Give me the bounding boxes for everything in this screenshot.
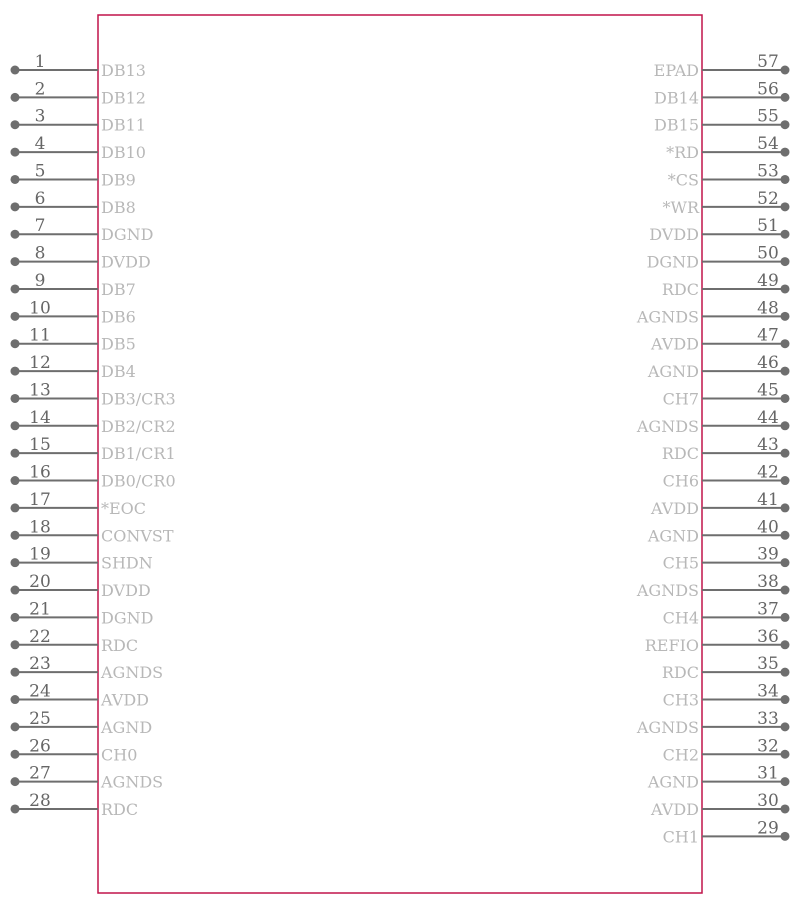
pin-17 xyxy=(11,490,147,518)
pin-name: AGNDS xyxy=(636,581,699,601)
pin-end-dot xyxy=(781,613,790,622)
pin-name: DB2/CR2 xyxy=(101,416,176,436)
pin-number: 12 xyxy=(29,353,51,374)
pin-end-dot xyxy=(781,339,790,348)
pin-name: CH5 xyxy=(662,553,699,573)
pin-21 xyxy=(11,599,154,627)
pin-25 xyxy=(11,709,153,737)
pin-number: 25 xyxy=(29,708,51,729)
pin-name: DB11 xyxy=(101,115,146,135)
pin-name: DVDD xyxy=(101,252,151,272)
pin-number: 7 xyxy=(34,216,46,237)
pin-number: 15 xyxy=(29,435,51,456)
pin-end-dot xyxy=(781,531,790,540)
pin-end-dot xyxy=(781,804,790,813)
pin-number: 30 xyxy=(757,790,779,811)
pin-number: 41 xyxy=(757,489,779,510)
pin-26 xyxy=(11,736,138,764)
pin-name: AGND xyxy=(647,772,699,792)
pin-name: RDC xyxy=(661,279,699,299)
pin-34 xyxy=(663,682,790,710)
pin-number: 5 xyxy=(34,161,46,182)
pin-number: 24 xyxy=(29,681,51,702)
pin-end-dot xyxy=(781,668,790,677)
pin-end-dot xyxy=(11,421,20,430)
pin-name: DB8 xyxy=(101,197,136,217)
pin-12 xyxy=(11,353,136,381)
pin-number: 43 xyxy=(757,435,779,456)
pin-name: *RD xyxy=(666,143,699,163)
pin-number: 22 xyxy=(29,626,51,647)
pin-number: 31 xyxy=(757,763,779,784)
pin-name: RDC xyxy=(101,635,139,655)
pin-end-dot xyxy=(781,93,790,102)
pin-name: DB6 xyxy=(101,307,136,327)
pin-end-dot xyxy=(11,312,20,321)
pin-name: DB7 xyxy=(101,279,136,299)
pin-27 xyxy=(11,764,164,792)
pin-38 xyxy=(636,572,790,600)
pin-number: 52 xyxy=(757,188,779,209)
left-pin-group xyxy=(11,52,176,819)
pin-end-dot xyxy=(11,339,20,348)
pin-number: 13 xyxy=(29,380,51,401)
pin-end-dot xyxy=(11,66,20,75)
pin-end-dot xyxy=(781,695,790,704)
pin-end-dot xyxy=(781,120,790,129)
pin-number: 19 xyxy=(29,544,51,565)
pin-name: DB13 xyxy=(101,61,146,80)
pin-43 xyxy=(662,435,790,463)
pin-36 xyxy=(645,627,790,655)
pin-end-dot xyxy=(781,394,790,403)
pin-name: DB15 xyxy=(654,115,699,135)
pin-end-dot xyxy=(781,750,790,759)
pin-end-dot xyxy=(781,640,790,649)
pin-33 xyxy=(636,709,790,737)
pin-number: 53 xyxy=(757,161,779,182)
pin-name: AGNDS xyxy=(101,663,164,683)
pin-end-dot xyxy=(781,722,790,731)
pin-name: DB14 xyxy=(654,88,699,108)
pin-name: AGNDS xyxy=(636,416,699,436)
pin-end-dot xyxy=(11,93,20,102)
pin-name: CONVST xyxy=(101,526,174,546)
pin-57 xyxy=(654,52,790,80)
pin-45 xyxy=(663,380,790,408)
pin-number: 10 xyxy=(29,298,51,319)
pin-end-dot xyxy=(781,777,790,786)
pin-name: RDC xyxy=(661,444,699,464)
pin-end-dot xyxy=(11,531,20,540)
pin-name: DB4 xyxy=(101,362,136,382)
pin-end-dot xyxy=(11,120,20,129)
pin-number: 27 xyxy=(29,763,51,784)
pin-number: 55 xyxy=(757,106,779,127)
pin-end-dot xyxy=(11,586,20,595)
right-pin-group xyxy=(636,52,790,846)
pin-name: CH1 xyxy=(662,827,699,847)
pin-39 xyxy=(663,545,790,573)
pin-2 xyxy=(11,79,146,107)
pin-end-dot xyxy=(781,449,790,458)
pin-15 xyxy=(11,435,176,463)
pin-end-dot xyxy=(11,503,20,512)
pin-55 xyxy=(654,107,789,135)
pin-end-dot xyxy=(11,695,20,704)
pin-number: 36 xyxy=(757,626,779,647)
pin-56 xyxy=(654,79,789,107)
pin-name: SHDN xyxy=(101,553,153,573)
pin-end-dot xyxy=(781,230,790,239)
pin-end-dot xyxy=(781,476,790,485)
pin-name: CH6 xyxy=(662,471,699,491)
pin-name: AVDD xyxy=(651,334,699,354)
pin-end-dot xyxy=(11,202,20,211)
pin-20 xyxy=(11,572,151,600)
pin-number: 48 xyxy=(757,298,779,319)
pin-number: 33 xyxy=(757,708,779,729)
pin-number: 40 xyxy=(757,517,779,538)
pin-name: CH7 xyxy=(662,389,699,409)
pin-end-dot xyxy=(11,722,20,731)
pin-name: DGND xyxy=(101,225,154,245)
pin-number: 8 xyxy=(34,243,46,264)
pin-11 xyxy=(11,326,136,354)
pin-end-dot xyxy=(11,613,20,622)
pin-end-dot xyxy=(11,394,20,403)
pin-9 xyxy=(11,271,136,299)
pin-end-dot xyxy=(781,832,790,841)
pin-name: CH2 xyxy=(662,745,699,765)
pin-47 xyxy=(650,326,789,354)
pin-end-dot xyxy=(11,284,20,293)
pin-53 xyxy=(668,161,790,189)
pin-end-dot xyxy=(781,421,790,430)
pin-18 xyxy=(11,517,174,545)
pin-end-dot xyxy=(11,558,20,567)
pin-number: 18 xyxy=(29,517,51,538)
pin-29 xyxy=(663,818,790,846)
pin-number: 46 xyxy=(757,353,779,374)
pin-end-dot xyxy=(11,449,20,458)
pin-31 xyxy=(647,764,790,792)
pin-35 xyxy=(662,654,790,682)
pin-name: DGND xyxy=(101,608,154,628)
pin-end-dot xyxy=(11,640,20,649)
pin-number: 54 xyxy=(757,134,779,155)
pin-52 xyxy=(663,189,790,217)
pin-name: EPAD xyxy=(653,61,699,80)
pin-number: 16 xyxy=(29,462,51,483)
pin-23 xyxy=(11,654,164,682)
pin-name: AGNDS xyxy=(636,307,699,327)
pin-end-dot xyxy=(11,750,20,759)
pin-name: DB9 xyxy=(101,170,136,190)
pin-name: DB0/CR0 xyxy=(101,471,176,491)
pin-number: 4 xyxy=(34,134,46,155)
pin-8 xyxy=(11,244,151,272)
pin-name: DVDD xyxy=(649,225,699,245)
pin-44 xyxy=(636,408,790,436)
pin-number: 26 xyxy=(29,736,51,757)
pin-number: 47 xyxy=(757,325,779,346)
pin-name: CH3 xyxy=(662,690,699,710)
pin-51 xyxy=(649,216,789,244)
pin-end-dot xyxy=(11,148,20,157)
pin-13 xyxy=(11,380,176,408)
pin-24 xyxy=(11,682,149,710)
pin-number: 20 xyxy=(29,572,51,593)
pin-name: CH0 xyxy=(101,745,138,765)
pin-name: RDC xyxy=(661,663,699,683)
pin-number: 17 xyxy=(29,489,51,510)
pin-40 xyxy=(647,517,790,545)
pin-number: 29 xyxy=(757,818,779,839)
pin-name: *WR xyxy=(662,197,699,217)
pin-name: AGND xyxy=(647,526,699,546)
pin-name: AGNDS xyxy=(101,772,164,792)
pin-32 xyxy=(663,736,790,764)
pin-end-dot xyxy=(11,777,20,786)
pin-end-dot xyxy=(11,367,20,376)
pin-end-dot xyxy=(781,367,790,376)
pin-end-dot xyxy=(11,804,20,813)
pin-49 xyxy=(662,271,790,299)
pin-number: 23 xyxy=(29,654,51,675)
pin-number: 51 xyxy=(757,216,779,237)
pin-end-dot xyxy=(11,476,20,485)
pin-7 xyxy=(11,216,154,244)
pin-number: 50 xyxy=(757,243,779,264)
pin-name: RDC xyxy=(101,799,139,819)
pin-name: CH4 xyxy=(662,608,699,628)
pin-37 xyxy=(663,599,790,627)
pin-name: AGNDS xyxy=(636,717,699,737)
pin-name: AGND xyxy=(647,362,699,382)
pin-end-dot xyxy=(11,175,20,184)
pin-6 xyxy=(11,189,136,217)
pin-16 xyxy=(11,463,176,491)
pin-name: DGND xyxy=(646,252,699,272)
pin-number: 3 xyxy=(34,106,46,127)
pin-name: AVDD xyxy=(651,799,699,819)
pin-number: 21 xyxy=(29,599,51,620)
pin-number: 37 xyxy=(757,599,779,620)
pin-1 xyxy=(11,52,146,80)
pin-end-dot xyxy=(781,503,790,512)
pin-end-dot xyxy=(781,175,790,184)
pin-number: 35 xyxy=(757,654,779,675)
pin-4 xyxy=(11,134,146,162)
pin-30 xyxy=(650,791,789,819)
pin-number: 49 xyxy=(757,270,779,291)
pin-end-dot xyxy=(11,668,20,677)
pin-end-dot xyxy=(781,586,790,595)
pin-number: 28 xyxy=(29,790,51,811)
pin-42 xyxy=(663,463,790,491)
pin-50 xyxy=(647,244,790,272)
pin-number: 45 xyxy=(757,380,779,401)
pin-number: 6 xyxy=(34,188,46,209)
pin-name: AVDD xyxy=(101,690,149,710)
pin-number: 38 xyxy=(757,572,779,593)
pin-end-dot xyxy=(11,257,20,266)
pin-14 xyxy=(11,408,176,436)
component-body xyxy=(98,15,702,893)
pin-3 xyxy=(11,107,146,135)
pin-name: DB1/CR1 xyxy=(101,444,176,464)
pin-end-dot xyxy=(781,202,790,211)
pin-end-dot xyxy=(781,284,790,293)
pin-end-dot xyxy=(11,230,20,239)
pin-number: 34 xyxy=(757,681,779,702)
pin-name: DB10 xyxy=(101,143,146,163)
pin-46 xyxy=(647,353,790,381)
pin-name: *CS xyxy=(667,170,699,190)
pin-name: DB5 xyxy=(101,334,136,354)
pin-number: 11 xyxy=(29,325,51,346)
pin-number: 32 xyxy=(757,736,779,757)
pin-number: 9 xyxy=(34,270,46,291)
pin-end-dot xyxy=(781,148,790,157)
pin-28 xyxy=(11,791,139,819)
pin-48 xyxy=(636,298,790,326)
pin-name: REFIO xyxy=(644,635,699,655)
pin-end-dot xyxy=(781,66,790,75)
pin-number: 39 xyxy=(757,544,779,565)
pin-19 xyxy=(11,545,153,573)
pin-number: 57 xyxy=(757,52,779,72)
pin-end-dot xyxy=(781,558,790,567)
pin-number: 1 xyxy=(34,52,46,72)
pin-41 xyxy=(650,490,789,518)
pin-5 xyxy=(11,161,136,189)
pin-end-dot xyxy=(781,312,790,321)
pin-number: 14 xyxy=(29,407,51,428)
pin-number: 44 xyxy=(757,407,779,428)
pin-name: DB3/CR3 xyxy=(101,389,176,409)
pin-number: 2 xyxy=(34,79,46,100)
pin-10 xyxy=(11,298,136,326)
pin-number: 42 xyxy=(757,462,779,483)
pin-54 xyxy=(666,134,789,162)
pin-name: AVDD xyxy=(651,498,699,518)
pin-name: AGND xyxy=(101,717,153,737)
pin-name: *EOC xyxy=(101,498,147,518)
pin-name: DB12 xyxy=(101,88,146,108)
pin-22 xyxy=(11,627,139,655)
pin-number: 56 xyxy=(757,79,779,100)
pin-name: DVDD xyxy=(101,581,151,601)
pin-end-dot xyxy=(781,257,790,266)
